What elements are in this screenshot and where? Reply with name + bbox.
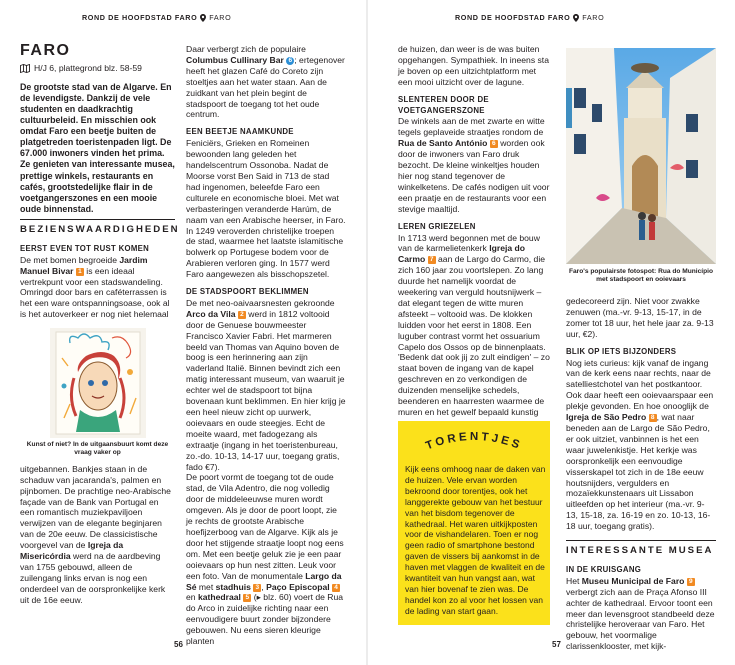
paragraph-bankjes xyxy=(20,464,175,606)
poi-marker-9: 9 xyxy=(687,578,695,586)
poi-kathedraal: kathedraal xyxy=(197,592,241,603)
text: verbergt zich aan de Praça Afonso III achter de kathedraal. Ervoor toont een meer dan levensgroot standbeeld deze christelijke heroveraar van Faro. Het gebouw, het voormalige clarissenklooster, met kijk- xyxy=(566,586,715,652)
section-title-sights: BEZIENSWAARDIGHEDEN xyxy=(20,219,175,236)
text: , wat naar beneden aan de Largo de São Pedro, er ook uitziet, vanbinnen is het een waar juwelenkistje. Het kerkje was oorspronkelijk een eenvoudige visserskapel tot zich in de 18e eeuw houtsnijders, vergulders en mozaïekkunstenaars uit Lissabon uitleefden op het interieur (ma.-vr. 9-13, 15-18, za. 16-19 en zo. 10-13, 16-18 uur, toegang gratis). xyxy=(566,412,711,532)
text: ; ertegenover heeft het glazen Café do Coreto zijn stoeltjes aan het water staan. Aan de zuidkant van het plein begint de stadspoort de toegang tot het oude centrum. xyxy=(186,54,345,120)
location-pin-icon xyxy=(200,14,206,22)
page-number-left: 56 xyxy=(174,640,183,649)
running-head-sub: FARO xyxy=(209,13,232,22)
subheading-rust: EERST EVEN TOT RUST KOMEN xyxy=(20,243,150,253)
lead-paragraph: De grootste stad van de Algarve. En de levendigste. Dankzij de vele studenten en daadkrachtig cultuurbeleid. En misschien ook omdat Faro een beetje buiten de platgetreden toeristenpaden ligt. De 67.000 inwoners vinden het prima. Ze genieten van interessante musea, prettige winkels, restaurants en cafés, grootstedelijke flair in de voetgangerszones en een mooie oude binnenstad. xyxy=(20,81,175,214)
subheading-griezelen: LEREN GRIEZELEN xyxy=(398,221,476,231)
paragraph-sao-pedro xyxy=(566,358,716,533)
text: De winkels aan de met zwarte en witte tegels geplaveide straatjes rondom de xyxy=(398,116,545,138)
running-head-text: ROND DE HOOFDSTAD FARO xyxy=(455,13,571,22)
paragraph-arco xyxy=(186,298,346,473)
text: , xyxy=(261,581,267,592)
poi-marker-1: 1 xyxy=(76,268,84,276)
poi-marker-7: 7 xyxy=(428,256,436,264)
paragraph-ossuarium-hours: gedecoreerd zijn. Niet voor zwakke zenuwen (ma.-vr. 9-13, 15-17, in de zomer tot 18 uur, het hele jaar za. 9-13 uur, €2). xyxy=(566,296,714,339)
text: Het xyxy=(566,575,582,586)
subheading-stadspoort: DE STADSPOORT BEKLIMMEN xyxy=(186,287,309,297)
infobox-title xyxy=(398,427,550,459)
left-column-2 xyxy=(186,44,346,647)
paragraph-santo-antonio xyxy=(398,116,550,214)
infobox-title-text: TORENTJES xyxy=(424,430,524,453)
paragraph-naamkunde: Feniciërs, Grieken en Romeinen bewoonden lang geleden het handelscentrum Ossonoba. Nadat de Moorse vorst Ben Said in 713 de stad had ingenomen, beleefde Faro een culturele en economische bloei. Met wat verbasteringen veranderde Harúm, de naam van een Arabische heerser, in Faro. In 1249 veroverden christelijke troepen de stad, waarmee het laatste islamitische bolwerk op Portugese bodem voor de Arabieren verloren ging. In 1577 werd Faro aangewezen als bisschopszetel. xyxy=(186,138,346,280)
text: De poort vormt de toegang tot de oude stad, de Vila Adentro, die nog volledig door de middeleeuwse muren wordt omgeven. Als je door de poort loopt, zie je rechts de grootste Arabische hoefijzerboog van de Algarve. Kijk als je door het stijgende straatje loopt nog eens om. Met een beetje geluk zie je een paar ooievaars op hun nest zitten. Leuk voor een foto. Van de monumentale xyxy=(186,472,344,581)
map-icon xyxy=(20,64,30,73)
paragraph-huizen: de huizen, dan weer is de was buiten opgehangen. Sympathiek. In ineens sta je boven op een uitzichtplatform met een mooi uitzicht over de lagune. xyxy=(398,44,549,87)
torentjes-infobox xyxy=(398,421,550,625)
page-number-right: 57 xyxy=(552,640,561,649)
text: werd in 1812 voltooid door de Genuese bouwmeester Francisco Xavier Fabri. Het marmeren beeld van Thomas van Aquino boven de boog is een herinnering aan zijn vaderland Italië. Binnen bevindt zich een matig interessant museum, van waaruit je echter wel de stadspoort tot bijna bovenaan kunt beklimmen. En hier krijg je een heel nieuw zicht op uurwerk, ooievaars en oude steegjes. Echt de moeite waard, met fadogezang als extraatje (ingang in het toeristenbureau, zo.-do. 10-13, 14-17 uur, toegang gratis, fado €7). xyxy=(186,308,346,472)
poi-marker-5: 5 xyxy=(243,594,251,602)
paragraph-museu xyxy=(566,576,716,652)
text: De met neo-oaivaarsnesten gekroonde xyxy=(186,297,335,308)
text: De met bomen begroeide xyxy=(20,254,120,265)
subheading-slenteren: SLENTEREN DOOR DE VOETGANGERSZONE xyxy=(398,94,489,115)
poi-marker-2: 2 xyxy=(238,311,246,319)
text: Daar verbergt zich de populaire xyxy=(186,44,306,54)
running-head-text: ROND DE HOOFDSTAD FARO xyxy=(82,13,198,22)
subheading-bijzonders: BLIK OP IETS BIJZONDERS xyxy=(566,346,677,356)
poi-marker-6: 6 xyxy=(490,140,498,148)
paragraph-vila-adentro xyxy=(186,472,346,647)
poi-marker-4: 4 xyxy=(332,584,340,592)
svg-text:TORENTJES xyxy=(424,431,524,452)
running-head-sub: FARO xyxy=(582,13,605,22)
paragraph-jardim xyxy=(20,255,175,320)
poi-jardim: Jardim Manuel Bivar xyxy=(20,254,148,276)
text: en xyxy=(186,592,198,603)
infobox-text: Kijk eens omhoog naar de daken van de huizen. Vele ervan worden bekroond door torentjes, ook het langgerekte gebouw van het bestuur van het bisdom tegenover de kathedraal. Het waren uitkijkposten voor de vishandelaren. Toen er nog geen radio of smartphone bestond gaven de vissers bij aankomst in de haven met vlaggen de kwaliteit en de kwantiteit van hun vangst aan, wat van hier bovenaf te zien was. De handel kon zo al voor het lossen van de lading van start gaan. xyxy=(405,464,546,616)
poi-sao-pedro: Igreja de São Pedro xyxy=(566,412,647,423)
right-running-head xyxy=(455,13,604,22)
paragraph-columbus xyxy=(186,44,346,120)
poi-largo-se: Largo da Sé xyxy=(186,570,342,592)
paragraph-carmo xyxy=(398,233,550,418)
poi-marker-bar: 6 xyxy=(286,57,294,65)
poi-marker-8: 8 xyxy=(649,414,657,422)
subheading-kruisgang: IN DE KRUISGANG xyxy=(566,564,642,574)
poi-paco: Paço Episcopal xyxy=(266,581,330,592)
poi-museu: Museu Municipal de Faro xyxy=(581,575,685,586)
left-column-1 xyxy=(20,42,180,606)
text: aan de Largo do Carmo, die zich 160 jaar zou voortslepen. Zo lang duurde het namelijk voordat de weekering van verguld houtsnijwerk – dat elegant tegen de witte muren afsteekt – voltooid was. De klokken luidden voor het eerst in 1808. Een luguber contrast vormt het ossuarium Capelo dos Ossos op de binnenplaats. 'Bedenk dat ook jij zo zult eindigen' – zo staat boven de ingang van de kapel geschreven en zo verkondigen de duizenden menselijke schedels, beenderen en haarresten waarmee de muren en het gewelf bepaald kunstig xyxy=(398,254,550,417)
poi-arco: Arco da Vila xyxy=(186,308,236,319)
page-title: FARO xyxy=(20,42,71,59)
text: In 1713 werd begonnen met de bouw van de karmelietenkerk xyxy=(398,232,540,254)
poi-columbus: Columbus Cullinary Bar xyxy=(186,54,284,65)
map-reference-text: H/J 6, plattegrond blz. 58-59 xyxy=(34,62,142,73)
text: uitgebannen. Bankjes staan in de schaduw van jacaranda's, palmen en pijnbomen. De prachtige neo-Arabische façade van de Bank van Portugal en een romantisch muziekpaviljoen verwijzen van de elegante beginjaren van de 20e eeuw. De classicistische voorgevel van de xyxy=(20,463,171,551)
left-running-head xyxy=(82,13,231,22)
poi-marker-3: 3 xyxy=(253,584,261,592)
section-title-musea: INTERESSANTE MUSEA xyxy=(566,540,716,557)
poi-carmo: Igreja do Carmo xyxy=(398,243,526,265)
map-reference xyxy=(20,63,175,74)
text: met xyxy=(196,581,216,592)
location-pin-icon xyxy=(573,14,579,22)
text: Nog iets curieus: kijk vanaf de ingang van de kerk eens naar rechts, naar de satelliestchotel van het postkantoor. Ook daar heeft een ooievaarspaar een plekje gevonden. En hoe onooglijk de xyxy=(566,357,714,412)
right-column-1 xyxy=(398,44,550,418)
illustration-caption: Kunst of niet? In de uitgaansbuurt komt deze vraag vaker op xyxy=(26,441,169,457)
street-art-illustration xyxy=(50,328,146,438)
poi-stadhuis: stadhuis xyxy=(215,581,251,592)
text: worden ook door de inwoners van Faro druk bezocht. De kleine winkeltjes houden hier nog stand tegenover de winkelketens. De cafés nodigen uit voor een praatje en de restaurants voor een stevige maaltijd. xyxy=(398,138,550,214)
subheading-naamkunde: EEN BEETJE NAAMKUNDE xyxy=(186,127,294,137)
right-column-2 xyxy=(566,296,716,652)
photo-caption: Faro's populairste fotospot: Rua do Município met stadspoort en ooievaars xyxy=(568,268,714,284)
text: (▸ blz. 60) voert de Rua do Arco in zuidelijke richting naar een eenvoudigere buurt zonder bijzondere gebouwen. Nu eens sieren kleurige planten xyxy=(186,592,344,647)
rua-do-municipio-photo xyxy=(566,48,716,264)
poi-santo-antonio: Rua de Santo António xyxy=(398,138,488,149)
poi-misericordia: Igreja da Misericórdia xyxy=(20,540,124,562)
left-page xyxy=(0,0,367,665)
text: werd na de aardbeving van 1755 gebouwd, alleen de zuilengang links ervan is nog een onderdeel van de oorspronkelijke kerk uit de 16e eeuw. xyxy=(20,551,166,605)
text: is een ideaal vertrekpunt voor een stadswandeling. Omringd door bars en caféterrassen is het een ware ontspanningsoase, ook al is het autoverkeer er nog niet helemaal xyxy=(20,265,170,320)
